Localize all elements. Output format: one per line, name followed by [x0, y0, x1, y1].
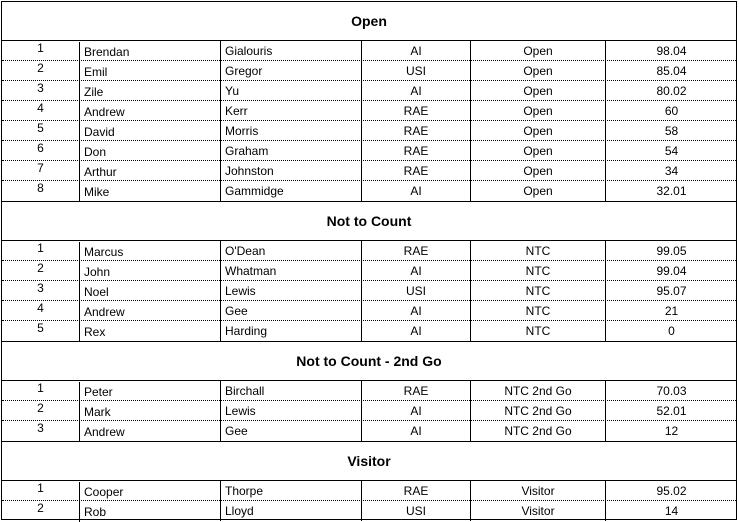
- section-2: [2, 341, 736, 441]
- rank-cell: 7: [37, 161, 44, 175]
- table-row: [2, 301, 736, 321]
- class-cell: NTC 2nd Go: [470, 381, 605, 401]
- first-name-cell: Andrew: [79, 302, 220, 322]
- rank-cell: 1: [37, 41, 44, 55]
- score-cell: 85.04: [605, 61, 737, 81]
- score-cell: 54: [605, 141, 737, 161]
- score-cell: 34: [605, 161, 737, 181]
- club-cell: AI: [361, 421, 470, 441]
- first-name-cell: David: [79, 122, 220, 142]
- first-name-cell: Cooper: [79, 482, 220, 502]
- class-cell: NTC 2nd Go: [470, 401, 605, 421]
- section-title: Not to Count: [326, 213, 412, 229]
- first-name-cell: Noel: [79, 282, 220, 302]
- table-row: [2, 81, 736, 101]
- last-name-cell: Kerr: [220, 101, 361, 121]
- last-name-cell: Yu: [220, 81, 361, 101]
- bottom-border: [2, 519, 736, 520]
- rank-cell: 2: [37, 61, 44, 75]
- first-name-cell: Zile: [79, 82, 220, 102]
- club-cell: AI: [361, 81, 470, 101]
- club-cell: AI: [361, 401, 470, 421]
- table-row: [2, 421, 736, 441]
- table-row: [2, 101, 736, 121]
- last-name-cell: Harding: [220, 321, 361, 341]
- rank-cell: 3: [37, 81, 44, 95]
- last-name-cell: Lloyd: [220, 501, 361, 521]
- first-name-cell: John: [79, 262, 220, 282]
- score-cell: 12: [605, 421, 737, 441]
- first-name-cell: Peter: [79, 382, 220, 402]
- first-name-cell: Rob: [79, 502, 220, 522]
- section-header: [2, 441, 736, 481]
- rank-cell: 2: [37, 261, 44, 275]
- club-cell: RAE: [361, 241, 470, 261]
- class-cell: Open: [470, 81, 605, 101]
- class-cell: Open: [470, 161, 605, 181]
- rank-cell: 8: [37, 181, 44, 195]
- class-cell: Open: [470, 121, 605, 141]
- first-name-cell: Andrew: [79, 102, 220, 122]
- table-row: [2, 321, 736, 341]
- table-row: [2, 161, 736, 181]
- club-cell: AI: [361, 321, 470, 341]
- last-name-cell: Johnston: [220, 161, 361, 181]
- score-cell: 99.05: [605, 241, 737, 261]
- rank-cell: 3: [37, 281, 44, 295]
- last-name-cell: Birchall: [220, 381, 361, 401]
- section-title: Visitor: [347, 453, 391, 469]
- table-row: [2, 381, 736, 401]
- club-cell: RAE: [361, 481, 470, 501]
- section-header: [2, 201, 736, 241]
- rank-cell: 5: [37, 121, 44, 135]
- last-name-cell: O'Dean: [220, 241, 361, 261]
- table-row: [2, 141, 736, 161]
- rank-cell: 5: [37, 321, 44, 335]
- section-1: [2, 201, 736, 341]
- table-row: [2, 61, 736, 81]
- rank-cell: 1: [37, 241, 44, 255]
- rank-cell: 3: [37, 421, 44, 435]
- first-name-cell: Marcus: [79, 242, 220, 262]
- results-sheet: [1, 1, 737, 520]
- first-name-cell: Mike: [79, 182, 220, 202]
- table-row: [2, 261, 736, 281]
- score-cell: 98.04: [605, 41, 737, 61]
- club-cell: RAE: [361, 121, 470, 141]
- first-name-cell: Andrew: [79, 422, 220, 442]
- score-cell: 99.04: [605, 261, 737, 281]
- table-row: [2, 181, 736, 201]
- class-cell: Open: [470, 181, 605, 201]
- last-name-cell: Thorpe: [220, 481, 361, 501]
- club-cell: RAE: [361, 101, 470, 121]
- rank-cell: 6: [37, 141, 44, 155]
- first-name-cell: Arthur: [79, 162, 220, 182]
- first-name-cell: Rex: [79, 322, 220, 342]
- club-cell: RAE: [361, 381, 470, 401]
- class-cell: NTC: [470, 261, 605, 281]
- last-name-cell: Gee: [220, 301, 361, 321]
- table-row: [2, 121, 736, 141]
- table-row: [2, 401, 736, 421]
- class-cell: NTC 2nd Go: [470, 421, 605, 441]
- club-cell: USI: [361, 61, 470, 81]
- class-cell: Open: [470, 41, 605, 61]
- club-cell: AI: [361, 261, 470, 281]
- section-title: Open: [351, 13, 387, 29]
- section-header: [2, 1, 736, 41]
- class-cell: Open: [470, 141, 605, 161]
- section-0: [2, 1, 736, 201]
- rank-cell: 1: [37, 481, 44, 495]
- last-name-cell: Morris: [220, 121, 361, 141]
- club-cell: USI: [361, 281, 470, 301]
- last-name-cell: Gregor: [220, 61, 361, 81]
- score-cell: 0: [605, 321, 737, 341]
- first-name-cell: Brendan: [79, 42, 220, 62]
- table-row: [2, 41, 736, 61]
- table-row: [2, 241, 736, 261]
- table-row: [2, 281, 736, 301]
- class-cell: Open: [470, 61, 605, 81]
- rank-cell: 4: [37, 301, 44, 315]
- score-cell: 95.02: [605, 481, 737, 501]
- section-title: Not to Count - 2nd Go: [296, 353, 442, 369]
- rank-cell: 2: [37, 401, 44, 415]
- section-3: [2, 441, 736, 521]
- class-cell: Visitor: [470, 481, 605, 501]
- last-name-cell: Graham: [220, 141, 361, 161]
- first-name-cell: Mark: [79, 402, 220, 422]
- last-name-cell: Gammidge: [220, 181, 361, 201]
- score-cell: 80.02: [605, 81, 737, 101]
- last-name-cell: Lewis: [220, 401, 361, 421]
- last-name-cell: Lewis: [220, 281, 361, 301]
- first-name-cell: Don: [79, 142, 220, 162]
- last-name-cell: Whatman: [220, 261, 361, 281]
- class-cell: NTC: [470, 241, 605, 261]
- score-cell: 58: [605, 121, 737, 141]
- rank-cell: 2: [37, 501, 44, 515]
- section-header: [2, 341, 736, 381]
- club-cell: AI: [361, 181, 470, 201]
- club-cell: RAE: [361, 141, 470, 161]
- table-row: [2, 501, 736, 521]
- last-name-cell: Gialouris: [220, 41, 361, 61]
- class-cell: NTC: [470, 321, 605, 341]
- class-cell: Visitor: [470, 501, 605, 521]
- class-cell: NTC: [470, 281, 605, 301]
- last-name-cell: Gee: [220, 421, 361, 441]
- club-cell: USI: [361, 501, 470, 521]
- score-cell: 70.03: [605, 381, 737, 401]
- rank-cell: 4: [37, 101, 44, 115]
- club-cell: AI: [361, 301, 470, 321]
- score-cell: 60: [605, 101, 737, 121]
- score-cell: 14: [605, 501, 737, 521]
- class-cell: NTC: [470, 301, 605, 321]
- score-cell: 32.01: [605, 181, 737, 201]
- score-cell: 21: [605, 301, 737, 321]
- club-cell: RAE: [361, 161, 470, 181]
- rank-cell: 1: [37, 381, 44, 395]
- class-cell: Open: [470, 101, 605, 121]
- club-cell: AI: [361, 41, 470, 61]
- table-row: [2, 481, 736, 501]
- score-cell: 52.01: [605, 401, 737, 421]
- score-cell: 95.07: [605, 281, 737, 301]
- first-name-cell: Emil: [79, 62, 220, 82]
